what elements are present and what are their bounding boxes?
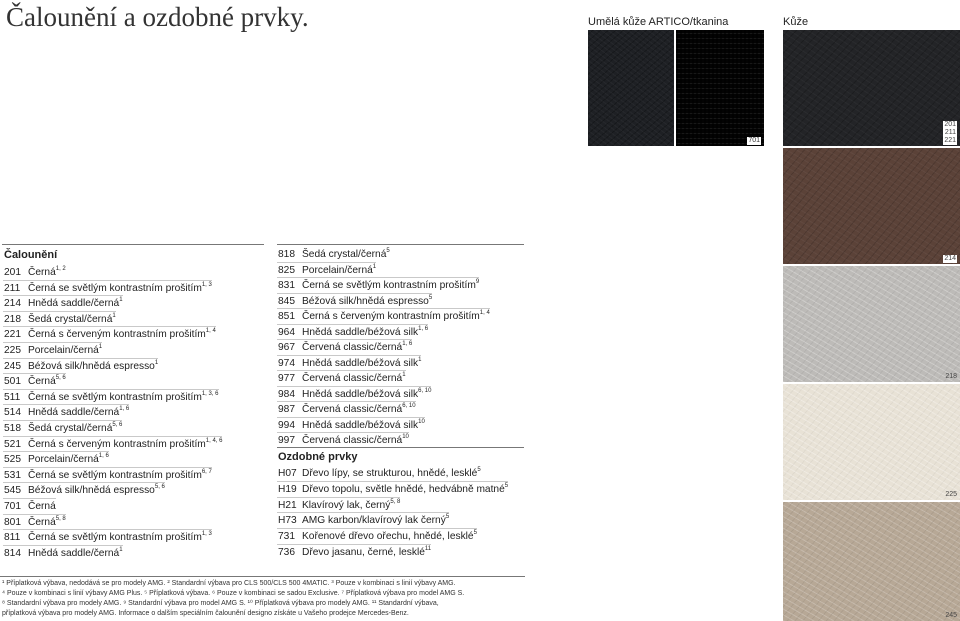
list-item [4, 283, 212, 295]
footnote-ref: 5 [428, 294, 433, 301]
footnote-ref: 5, 6 [112, 422, 123, 428]
row-divider [3, 373, 66, 374]
list-item [4, 314, 116, 326]
list-item [278, 311, 490, 323]
list-item [4, 439, 222, 451]
footnote-ref: 1, 4 [205, 328, 216, 335]
footnotes [2, 579, 464, 619]
footnote-ref: 1 [112, 312, 116, 319]
item-code: 825 [278, 264, 295, 276]
row-divider [3, 326, 216, 327]
footnotes-rule [0, 576, 525, 577]
item-code: 511 [4, 391, 21, 403]
footnote-ref: 5 [386, 248, 390, 254]
footnote-ref: 5 [473, 530, 477, 537]
row-divider [3, 404, 129, 405]
item-label: Černá se světlým kontrastním prošitím [28, 532, 202, 544]
list-item [4, 548, 123, 560]
item-code: 245 [4, 360, 21, 372]
item-label: Béžová silk/hnědá espresso [28, 485, 155, 497]
item-label: Černá s červeným kontrastním prošitím [302, 311, 480, 322]
list-item [278, 547, 431, 559]
item-label: Červená classic/černá [302, 373, 403, 384]
item-code: 525 [4, 454, 21, 466]
row-divider [277, 370, 406, 371]
swatch-code-218: 218 [945, 373, 957, 380]
item-code: 974 [278, 357, 295, 369]
item-code: 545 [4, 485, 21, 497]
row-divider [3, 467, 212, 468]
item-label: Černá s červeným kontrastním prošitím [28, 438, 206, 450]
item-code: H19 [278, 483, 297, 495]
item-code: H21 [278, 499, 297, 511]
row-divider [3, 420, 122, 421]
item-code: 518 [4, 423, 21, 434]
swatch-code-201-211-221: 201 211 221 [944, 121, 956, 144]
footnote-ref: 1, 6 [119, 406, 130, 413]
footnote-ref: 6, 10 [418, 387, 432, 394]
item-label: Šedá crystal/černá [28, 423, 113, 434]
item-label: Červená classic/černá [302, 404, 403, 415]
leather-brown-swatch[interactable] [783, 148, 960, 264]
item-code: 521 [4, 438, 21, 450]
list-item [4, 376, 66, 388]
item-code: 994 [278, 419, 295, 431]
item-label: Černá [28, 516, 56, 528]
item-label: Hnědá saddle/černá [28, 547, 120, 559]
list-item [4, 392, 219, 404]
footnote-ref: 11 [424, 546, 432, 552]
swatch-code-701: 701 [748, 137, 760, 144]
item-code: 997 [278, 435, 295, 446]
row-divider [3, 514, 66, 515]
footnote-ref: 1, 6 [418, 325, 429, 332]
list-item [4, 423, 122, 435]
item-code: 531 [4, 469, 21, 481]
artico-column-heading: Umělá kůže ARTICO/tkanina [588, 16, 729, 28]
list-item [4, 329, 216, 341]
footnote-ref: 1, 3 [201, 531, 212, 538]
row-divider [277, 386, 431, 387]
list-item [4, 485, 165, 497]
row-divider [277, 417, 425, 418]
footnote-ref: 1, 3, 6 [201, 390, 219, 397]
list-item [278, 373, 406, 385]
leather-grey-swatch[interactable] [783, 266, 960, 382]
footnote-line: ¹ Příplatková výbava, nedodává se pro modely AMG. ² Standardní výbava pro CLS 500/CLS 500 4MATIC. ³ Pouze v kombinaci s linií výbavy AMG. [2, 580, 456, 587]
row-divider [3, 280, 212, 281]
item-code: 514 [4, 407, 21, 419]
row-divider [3, 342, 102, 343]
footnote-ref: 5 [477, 467, 481, 473]
row-divider [277, 401, 416, 402]
item-label: Černá se světlým kontrastním prošitím [28, 391, 202, 403]
row-divider [277, 512, 449, 513]
swatch-code-225: 225 [945, 491, 957, 498]
list-item [4, 501, 56, 513]
item-code: 967 [278, 342, 295, 353]
footnote-ref: 1, 6 [98, 453, 109, 460]
row-divider [3, 389, 219, 390]
row-divider [277, 355, 421, 356]
item-code: 987 [278, 404, 295, 415]
list-item [4, 532, 212, 544]
footnote-ref: 1 [154, 359, 159, 366]
swatch-code-214: 214 [944, 255, 956, 262]
list-item [4, 267, 66, 279]
row-divider [277, 293, 432, 294]
item-label: Béžová silk/hnědá espresso [302, 295, 429, 307]
row-divider [3, 311, 116, 312]
footnote-ref: 1 [402, 372, 406, 378]
row-divider [3, 295, 123, 296]
list-item [278, 249, 390, 261]
item-label: Červená classic/černá [302, 435, 403, 446]
footnote-ref: 9 [475, 279, 480, 285]
footnote-line: ⁴ Pouze v kombinaci s linií výbavy AMG Plus. ⁵ Příplatková výbava. ⁶ Pouze v kombinaci se sadou Exclusive. ⁷ Příplatková výbava pro model AMG S. [2, 590, 465, 597]
item-code: 814 [4, 547, 21, 559]
footnote-ref: 1 [119, 546, 123, 553]
list-item [278, 342, 412, 354]
item-code: 818 [278, 249, 295, 260]
list-item [4, 345, 102, 357]
item-code: 977 [278, 373, 295, 384]
list-item [278, 468, 481, 480]
item-label: Hnědá saddle/béžová silk [302, 326, 419, 338]
footnote-ref: 1 [119, 297, 123, 304]
list-item [4, 517, 66, 529]
list-item [278, 420, 425, 432]
item-label: Hnědá saddle/černá [28, 298, 120, 310]
footnote-ref: 5, 6 [55, 375, 66, 382]
item-code: H73 [278, 515, 297, 527]
footnote-ref: 1, 3 [201, 281, 212, 288]
item-code: 221 [4, 329, 21, 341]
footnote-ref: 1, 6 [402, 341, 413, 347]
list-item [4, 361, 158, 373]
footnote-ref: 10 [418, 418, 425, 425]
list-item [278, 389, 431, 401]
row-divider [277, 339, 412, 340]
row-divider [277, 481, 508, 482]
item-code: H07 [278, 468, 297, 479]
list-item [4, 454, 109, 466]
footnote-ref: 1, 2 [55, 266, 66, 272]
footnote-ref: 6, 10 [402, 403, 416, 409]
item-label: Šedá crystal/černá [302, 249, 387, 260]
footnote-ref: 1, 4 [479, 310, 490, 316]
row-divider [3, 358, 158, 359]
row-divider [277, 528, 477, 529]
item-code: 831 [278, 280, 295, 291]
trim-top-rule [277, 447, 524, 448]
list-item [278, 435, 409, 447]
item-label: Porcelain/černá [28, 345, 99, 356]
fabric-black-swatch[interactable] [676, 30, 764, 146]
item-code: 984 [278, 388, 295, 400]
list-item [4, 298, 123, 310]
artico-black-swatch[interactable] [588, 30, 674, 146]
list-item [278, 515, 449, 527]
swatch-code-245: 245 [945, 612, 957, 619]
footnote-ref: 1 [418, 356, 422, 363]
item-code: 811 [4, 532, 21, 544]
upholstery-cont-top-rule [277, 244, 524, 245]
item-label: Dřevo topolu, světle hnědé, hedvábně matné [302, 483, 505, 495]
item-code: 211 [4, 282, 21, 294]
row-divider [3, 436, 222, 437]
page-title: Čalounění a ozdobné prvky. [6, 2, 309, 32]
footnote-ref: 1, 4, 6 [205, 437, 223, 444]
leather-beige-swatch[interactable] [783, 502, 960, 621]
footnote-ref: 5, 8 [390, 498, 401, 505]
list-item [278, 327, 428, 339]
leather-black-swatch[interactable] [783, 30, 960, 146]
item-label: AMG karbon/klavírový lak černý [302, 515, 446, 527]
list-item [278, 484, 508, 496]
list-item [278, 265, 376, 277]
row-divider [277, 432, 409, 433]
item-code: 701 [4, 501, 21, 512]
row-divider [3, 482, 165, 483]
item-code: 851 [278, 311, 295, 322]
item-label: Klavírový lak, černý [302, 499, 391, 511]
footnote-ref: 5, 6 [154, 484, 165, 491]
item-label: Hnědá saddle/béžová silk [302, 419, 419, 431]
list-item [278, 531, 477, 543]
row-divider [3, 529, 212, 530]
item-label: Kořenové dřevo ořechu, hnědé, lesklé [302, 531, 474, 543]
item-code: 736 [278, 547, 295, 558]
row-divider [277, 497, 400, 498]
leather-porcelain-swatch[interactable] [783, 384, 960, 500]
footnote-line: příplatková výbava pro modely AMG. Informace o dalším speciálním čalounění designo získáte u Vašeho prodejce Mercedes-Benz. [2, 610, 409, 617]
item-label: Hnědá saddle/béžová silk [302, 357, 419, 369]
row-divider [3, 545, 123, 546]
row-divider [277, 308, 490, 309]
list-item [4, 470, 212, 482]
footnote-ref: 5, 8 [55, 515, 66, 522]
list-item [278, 500, 400, 512]
row-divider [277, 544, 431, 545]
item-label: Porcelain/černá [28, 454, 99, 466]
item-code: 201 [4, 267, 21, 278]
list-item [278, 404, 416, 416]
item-label: Šedá crystal/černá [28, 313, 113, 325]
item-label: Černá se světlým kontrastním prošitím [302, 280, 476, 291]
footnote-ref: 1 [98, 344, 103, 350]
row-divider [3, 451, 109, 452]
item-label: Černá [28, 501, 56, 512]
item-code: 218 [4, 313, 21, 325]
item-code: 845 [278, 295, 295, 307]
leather-column-heading: Kůže [783, 16, 809, 28]
item-label: Černá [28, 376, 56, 388]
item-label: Dřevo lípy, se strukturou, hnědé, lesklé [302, 468, 478, 479]
item-label: Hnědá saddle/černá [28, 407, 120, 419]
footnote-ref: 6, 7 [201, 468, 212, 475]
item-label: Porcelain/černá [302, 264, 373, 276]
item-label: Hnědá saddle/béžová silk [302, 388, 419, 400]
row-divider [277, 262, 376, 263]
item-label: Černá se světlým kontrastním prošitím [28, 282, 202, 294]
footnote-ref: 5 [504, 482, 509, 489]
upholstery-top-rule [2, 244, 264, 245]
footnote-ref: 1 [372, 263, 377, 270]
list-item [278, 358, 421, 370]
footnote-ref: 5 [445, 514, 450, 521]
list-item [278, 296, 432, 308]
row-divider [277, 324, 428, 325]
item-code: 964 [278, 326, 295, 338]
upholstery-title: Čalounění [4, 249, 58, 261]
item-code: 214 [4, 298, 21, 310]
item-code: 801 [4, 516, 21, 528]
item-label: Černá se světlým kontrastním prošitím [28, 469, 202, 481]
trim-title: Ozdobné prvky [278, 451, 358, 463]
item-label: Červená classic/černá [302, 342, 403, 353]
list-item [4, 407, 129, 419]
item-label: Dřevo jasanu, černé, lesklé [302, 547, 425, 558]
item-code: 225 [4, 345, 21, 356]
footnote-ref: 10 [402, 434, 409, 440]
row-divider [277, 277, 479, 278]
item-label: Černá [28, 267, 56, 278]
row-divider [3, 498, 56, 499]
footnote-line: ⁸ Standardní výbava pro modely AMG. ⁹ Standardní výbava pro model AMG S. ¹⁰ Příplatková výbava pro modely AMG. ¹¹ Standardní výbava, [2, 600, 439, 607]
list-item [278, 280, 479, 292]
item-code: 731 [278, 531, 295, 543]
item-label: Béžová silk/hnědá espresso [28, 360, 155, 372]
item-code: 501 [4, 376, 21, 388]
item-label: Černá s červeným kontrastním prošitím [28, 329, 206, 341]
